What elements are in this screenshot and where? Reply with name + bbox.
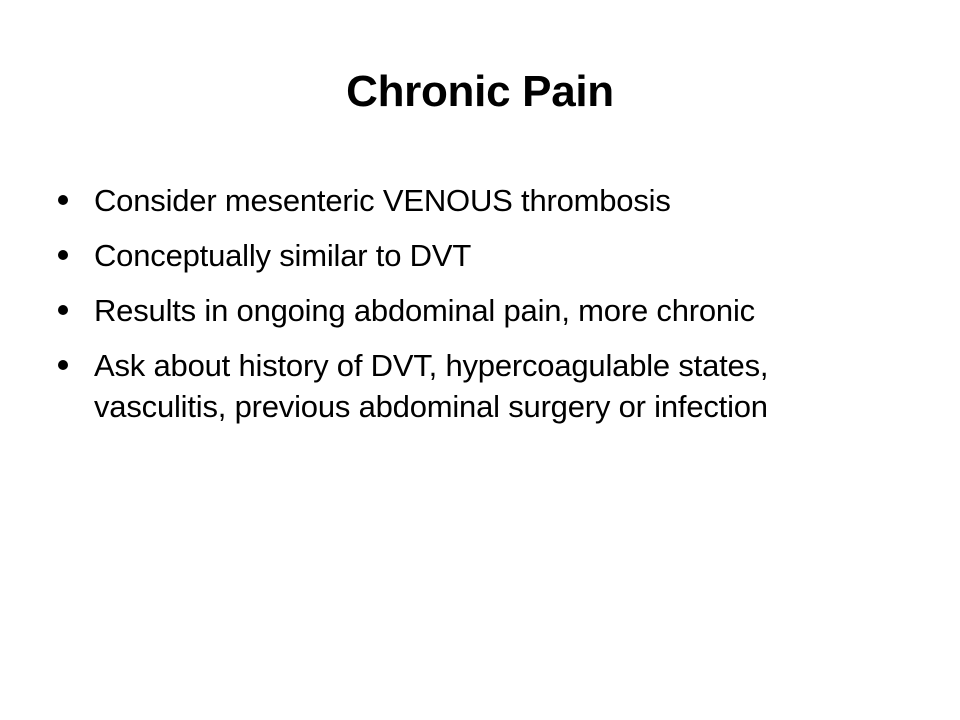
bullet-list — [58, 180, 888, 441]
bullet-item — [58, 345, 888, 427]
bullet-item — [58, 180, 888, 221]
bullet-dot-icon — [58, 360, 68, 370]
slide-title: Chronic Pain — [346, 67, 614, 116]
bullet-dot-icon — [58, 195, 68, 205]
bullet-text: Conceptually similar to DVT — [94, 238, 472, 273]
bullet-text: Ask about history of DVT, hypercoagulable states, vasculitis, previous abdominal surgery or infection — [94, 348, 769, 424]
bullet-text: Consider mesenteric VENOUS thrombosis — [94, 183, 671, 218]
bullet-item — [58, 290, 888, 331]
bullet-text: Results in ongoing abdominal pain, more chronic — [94, 293, 755, 328]
bullet-dot-icon — [58, 250, 68, 260]
bullet-dot-icon — [58, 305, 68, 315]
bullet-item — [58, 235, 888, 276]
